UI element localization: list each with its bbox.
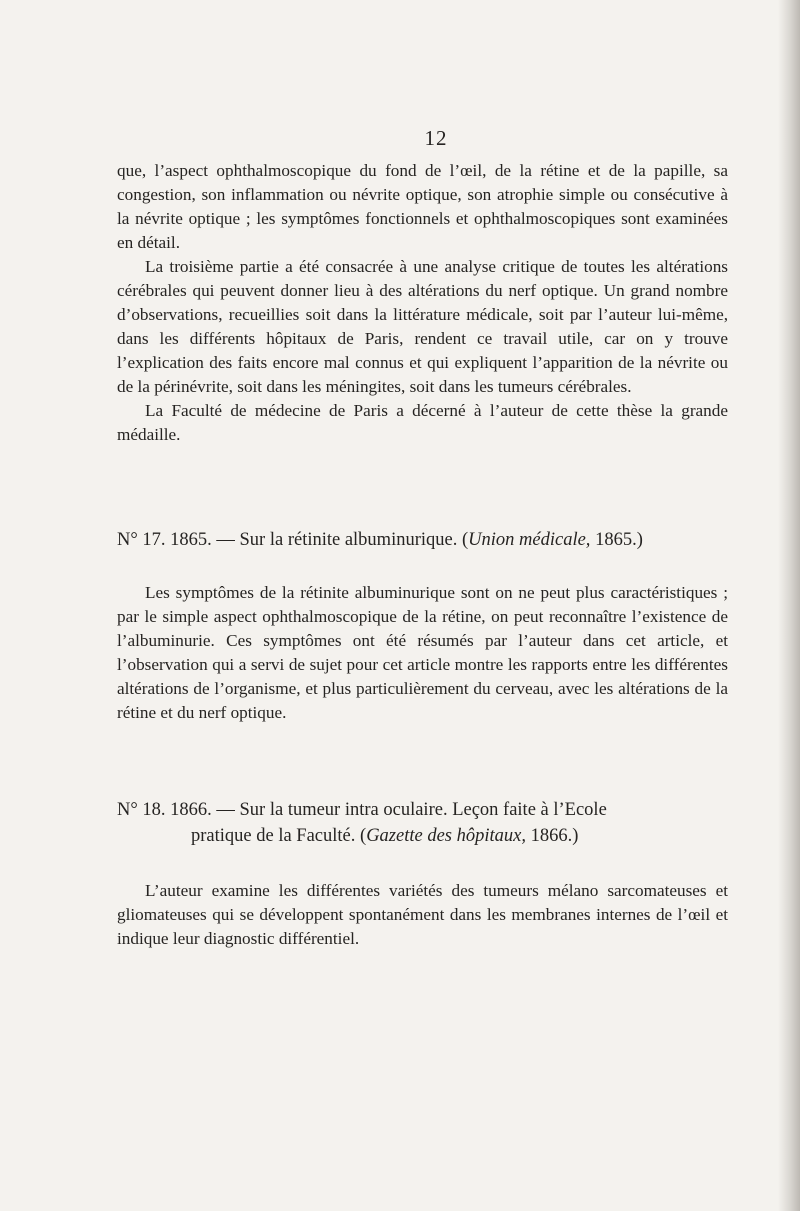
paragraph: Les symptômes de la rétinite albuminurique sont on ne peut plus caractéristiques ; par le simple aspect ophthalmoscopique de la rétine, on peut reconnaître l’existence de l’albuminurie. Ces symptômes ont été résumés par l’auteur dans cet article, et l’observation qui a servi de sujet pour cet article montre les rapports entre les différentes altérations de l’organisme, et plus particulièrement du cerveau, avec les altérations de la rétine et du nerf optique. (117, 583, 728, 722)
source-year: 1866.) (530, 826, 579, 846)
paragraph: L’auteur examine les différentes variétés des tumeurs mélano sarcomateuses et gliomateuses qui se développent spontanément dans les membranes internes de l’œil et indique leur diagnostic différentiel. (117, 881, 728, 948)
page-number: 12 (424, 126, 448, 150)
entry-title-line1: Sur la tumeur intra oculaire. Leçon faite à l’Ecole (239, 800, 607, 820)
entry-number: N° 18. 1866. — (117, 800, 235, 820)
entry-number: N° 17. 1865. — (117, 530, 235, 550)
entry-18-heading (117, 797, 737, 849)
entry-18-body (117, 879, 728, 951)
source-paren: ( (360, 826, 367, 846)
page-edge-shadow (778, 0, 800, 1211)
entry-17-body (117, 581, 728, 725)
intro-section (117, 159, 728, 447)
source-journal: Union médicale, (468, 530, 591, 550)
entry-17-heading (117, 527, 737, 553)
paragraph: La troisième partie a été consacrée à une analyse critique de toutes les altérations cérébrales qui peuvent donner lieu à des altérations du nerf optique. Un grand nombre d’observations, recueillies soit dans la littérature médicale, soit par l’auteur lui-même, dans les différents hôpitaux de Paris, rendent ce travail utile, car on y trouve l’explication des faits encore mal connus et qui expliquent l’apparition de la névrite ou de la périnévrite, soit dans les méningites, soit dans les tumeurs cérébrales. (117, 257, 728, 396)
source-year: 1865.) (595, 530, 643, 550)
entry-title: Sur la rétinite albuminurique. (239, 530, 458, 550)
paragraph: que, l’aspect ophthalmoscopique du fond de l’œil, de la rétine et de la papille, sa congestion, son inflammation ou névrite optique, son atrophie simple ou consécutive à la névrite optique ; les symptômes fonctionnels et ophthalmoscopiques sont examinées en détail. (117, 161, 728, 252)
entry-title-line2-wrap (117, 823, 737, 849)
source-journal: Gazette des hôpitaux, (366, 826, 526, 846)
entry-title-line2: pratique de la Faculté. (191, 826, 356, 846)
source-paren: ( (461, 530, 469, 550)
paragraph: La Faculté de médecine de Paris a décerné à l’auteur de cette thèse la grande médaille. (117, 401, 728, 444)
